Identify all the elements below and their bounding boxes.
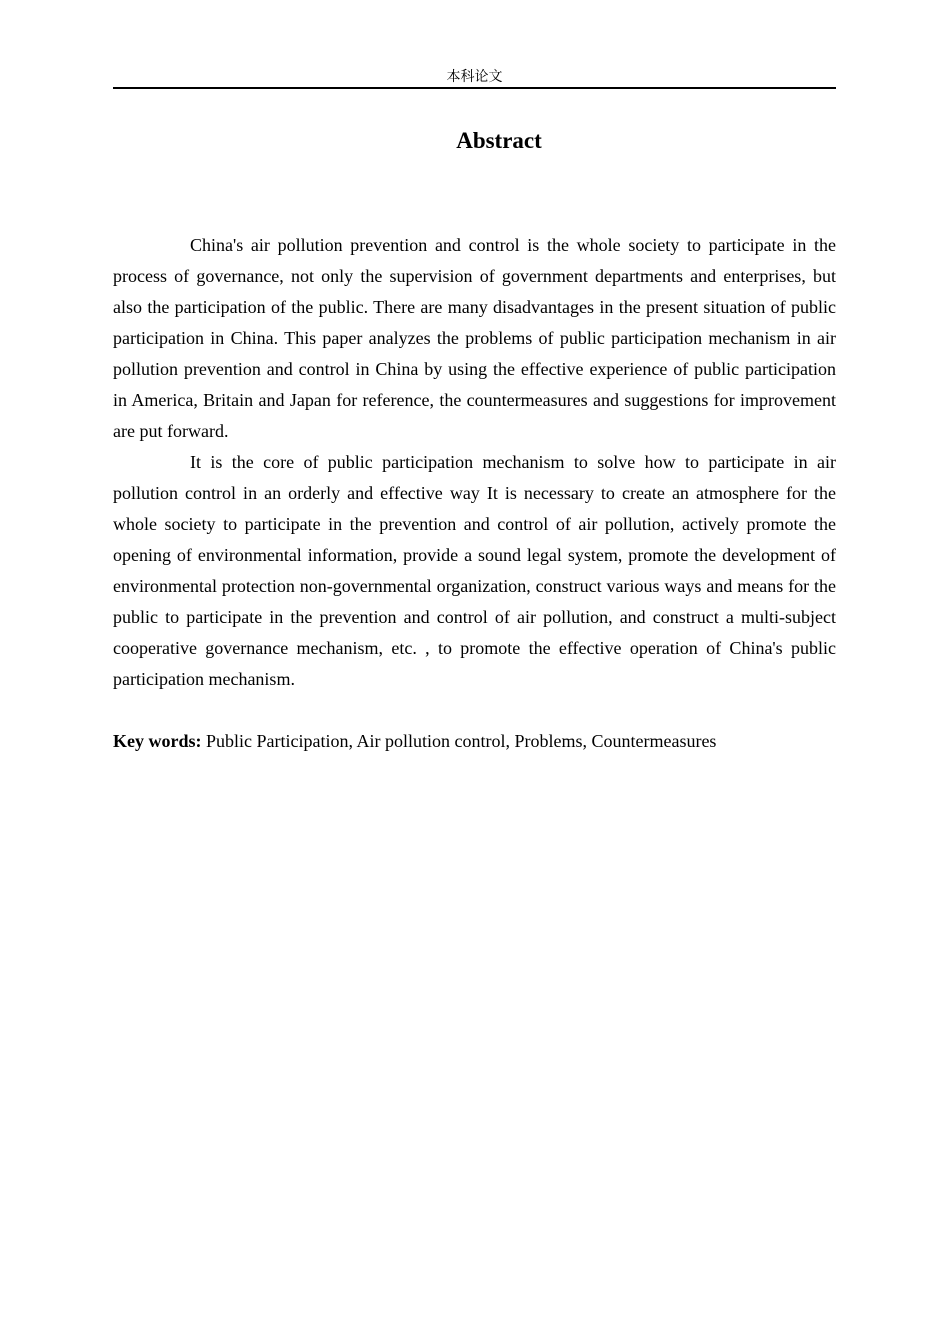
abstract-title: Abstract bbox=[456, 128, 542, 153]
abstract-body bbox=[113, 230, 836, 695]
abstract-paragraph-2: It is the core of public participation mechanism to solve how to participate in air pollution control in an orderly and effective way It is necessary to create an atmosphere for the whole society to participate in the prevention and control of air pollution, actively promote the opening of environmental information, provide a sound legal system, promote the development of environmental protection non-governmental organization, construct various ways and means for the public to participate in the prevention and control of air pollution, and construct a multi-subject cooperative governance mechanism, etc. , to promote the effective operation of China's public participation mechanism. bbox=[113, 452, 836, 689]
header-text: 本科论文 bbox=[446, 69, 503, 85]
keywords-value: Public Participation, Air pollution control, Problems, Countermeasures bbox=[201, 731, 717, 751]
keywords-label: Key words: bbox=[113, 731, 202, 751]
abstract-paragraph-1: China's air pollution prevention and control is the whole society to participate in the process of governance, not only the supervision of government departments and enterprises, but also the participation of the public. There are many disadvantages in the present situation of public participation in China. This paper analyzes the problems of public participation mechanism in air pollution prevention and control in China by using the effective experience of public participation in America, Britain and Japan for reference, the countermeasures and suggestions for improvement are put forward. bbox=[113, 235, 836, 441]
keywords-line bbox=[113, 726, 836, 757]
page-header bbox=[113, 68, 836, 89]
